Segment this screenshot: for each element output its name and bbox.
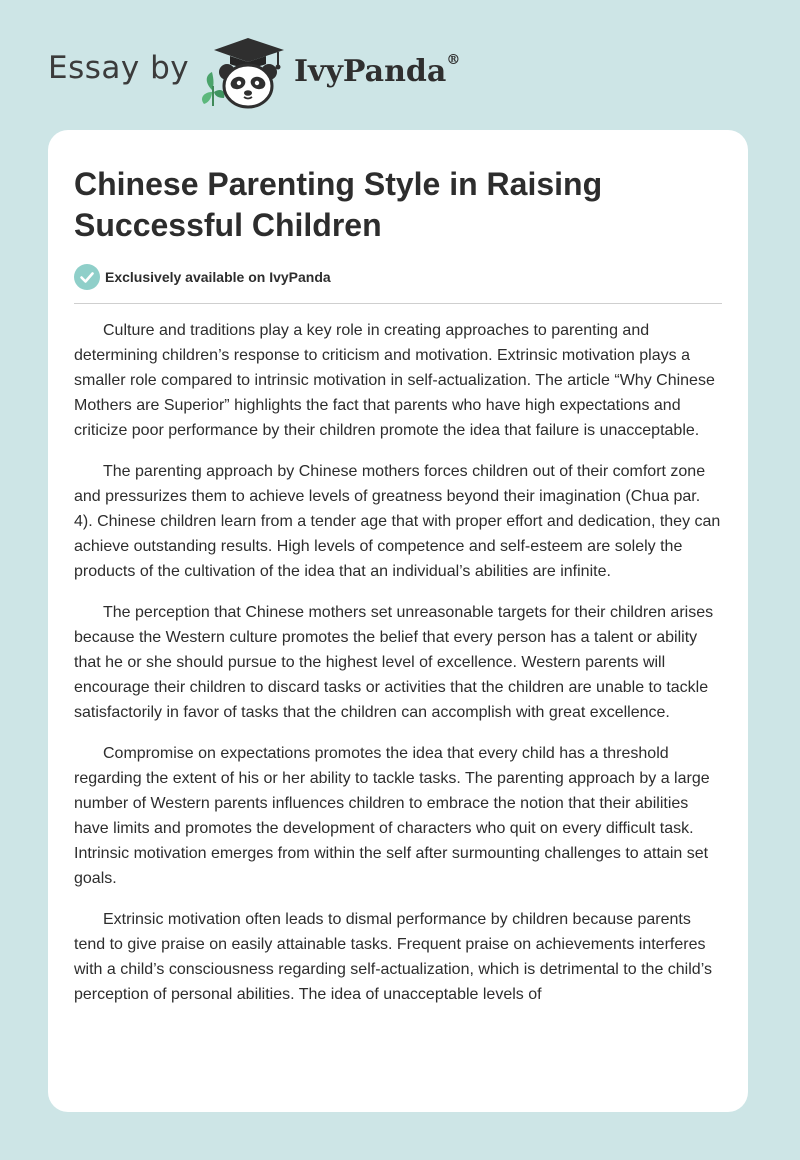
- essay-by-label: Essay by: [48, 50, 190, 86]
- check-circle-icon: [74, 264, 100, 290]
- registered-mark: ®: [446, 52, 461, 68]
- paragraph: Extrinsic motivation often leads to dismal performance by children because parents tend to give praise on easily attainable tasks. Frequent praise on achievements interferes with a child’s consciousness regarding self-actualization, which is detrimental to the child’s perception of personal abilities. The idea of unacceptable levels of: [74, 911, 712, 1003]
- paragraph: Compromise on expectations promotes the idea that every child has a threshold regarding the extent of his or her ability to tackle tasks. The parenting approach by a large number of Western parents influences children to embrace the notion that their abilities have limits and promotes the development of characters who quit on every difficult task. Intrinsic motivation emerges from within the self after surmounting challenges to attain set goals.: [74, 745, 710, 887]
- brand-name[interactable]: IvyPanda®: [294, 52, 461, 89]
- essay-body: [74, 318, 722, 1023]
- exclusive-badge: [74, 264, 331, 290]
- page-title: Chinese Parenting Style in Raising Successful Children: [74, 166, 603, 243]
- site-header: [0, 0, 800, 130]
- paragraph: The perception that Chinese mothers set unreasonable targets for their children arises because the Western culture promotes the belief that every person has a talent or ability that he or she should pursue to the highest level of excellence. Western parents will encourage their children to discard tasks or activities that the children are unable to tackle satisfactorily in favor of tasks that the children can accomplish with great excellence.: [74, 604, 714, 721]
- exclusive-badge-label: Exclusively available on IvyPanda: [105, 269, 331, 285]
- title-divider: [74, 303, 722, 304]
- panda-graduation-cap-icon[interactable]: [200, 36, 292, 110]
- paragraph: Culture and traditions play a key role in creating approaches to parenting and determining children’s response to criticism and motivation. Extrinsic motivation plays a smaller role compared to intrinsic motivation in self-actualization. The article “Why Chinese Mothers are Superior” highlights the fact that parents who have high expectations and criticize poor performance by their children promote the idea that failure is unacceptable.: [74, 322, 715, 439]
- paragraph: The parenting approach by Chinese mothers forces children out of their comfort zone and pressurizes them to achieve levels of greatness beyond their imagination (Chua par. 4). Chinese children learn from a tender age that with proper effort and dedication, they can achieve outstanding results. High levels of competence and self-esteem are solely the products of the cultivation of the idea that an individual’s abilities are infinite.: [74, 463, 721, 580]
- essay-card: [48, 130, 748, 1112]
